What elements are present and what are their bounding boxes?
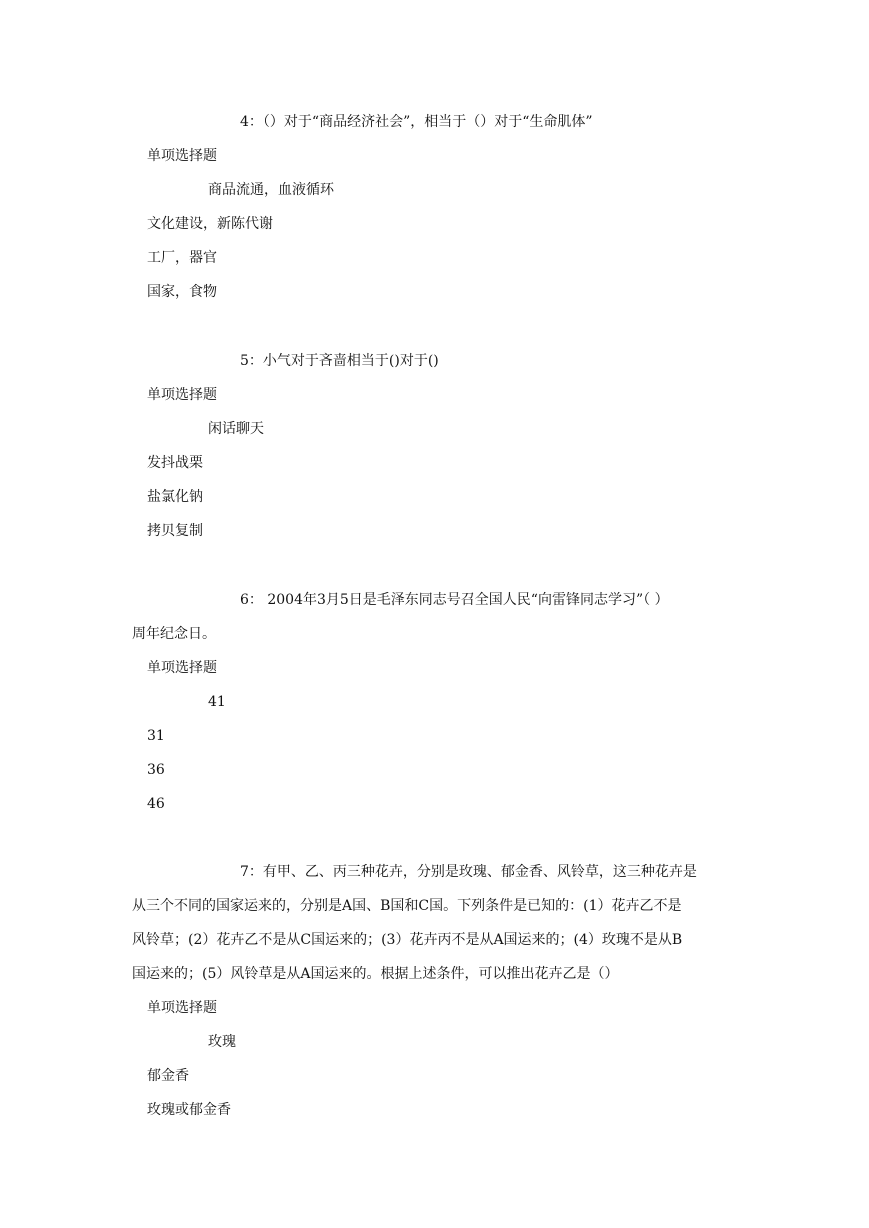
question-5-type: 单项选择题 — [147, 387, 217, 403]
question-5-option-b: 发抖战栗 — [147, 455, 203, 471]
question-5-option-d: 拷贝复制 — [147, 523, 203, 539]
question-7-option-b: 郁金香 — [147, 1068, 189, 1084]
question-4-stem: 4：（）对于“商品经济社会”，相当于（）对于“生命肌体” — [240, 114, 593, 130]
question-7-option-a: 玫瑰 — [208, 1034, 236, 1050]
question-6-type: 单项选择题 — [147, 660, 217, 676]
question-7-stem-line-2: 从三个不同的国家运来的，分别是A国、B国和C国。下列条件是已知的：(1）花卉乙不是 — [132, 898, 682, 914]
question-5-option-a: 闲话聊天 — [208, 421, 264, 437]
question-7-stem-line-1: 7：有甲、乙、丙三种花卉，分别是玫瑰、郁金香、风铃草，这三种花卉是 — [240, 864, 697, 880]
question-6-stem: 6： 2004年3月5日是毛泽东同志号召全国人民“向雷锋同志学习”（ ） — [240, 592, 669, 608]
question-6-option-a: 41 — [208, 694, 226, 710]
question-6-stem-continued: 周年纪念日。 — [132, 626, 216, 642]
question-7-option-c: 玫瑰或郁金香 — [147, 1102, 231, 1118]
question-6-option-c: 36 — [147, 762, 165, 778]
question-7-stem-line-3: 风铃草；(2）花卉乙不是从C国运来的；(3）花卉丙不是从A国运来的；(4）玫瑰不是从B — [132, 932, 683, 948]
question-6-option-b: 31 — [147, 728, 165, 744]
question-5-option-c: 盐氯化钠 — [147, 489, 203, 505]
question-4-option-b: 文化建设，新陈代谢 — [147, 216, 273, 232]
question-5-stem: 5：小气对于吝啬相当于()对于() — [240, 353, 439, 369]
question-6-option-d: 46 — [147, 796, 165, 812]
question-4-option-d: 国家，食物 — [147, 284, 217, 300]
question-7-type: 单项选择题 — [147, 1000, 217, 1016]
question-4-option-c: 工厂，器官 — [147, 250, 217, 266]
question-7-stem-line-4: 国运来的；(5）风铃草是从A国运来的。根据上述条件，可以推出花卉乙是（） — [132, 966, 619, 982]
question-4-option-a: 商品流通，血液循环 — [208, 182, 334, 198]
question-4-type: 单项选择题 — [147, 148, 217, 164]
